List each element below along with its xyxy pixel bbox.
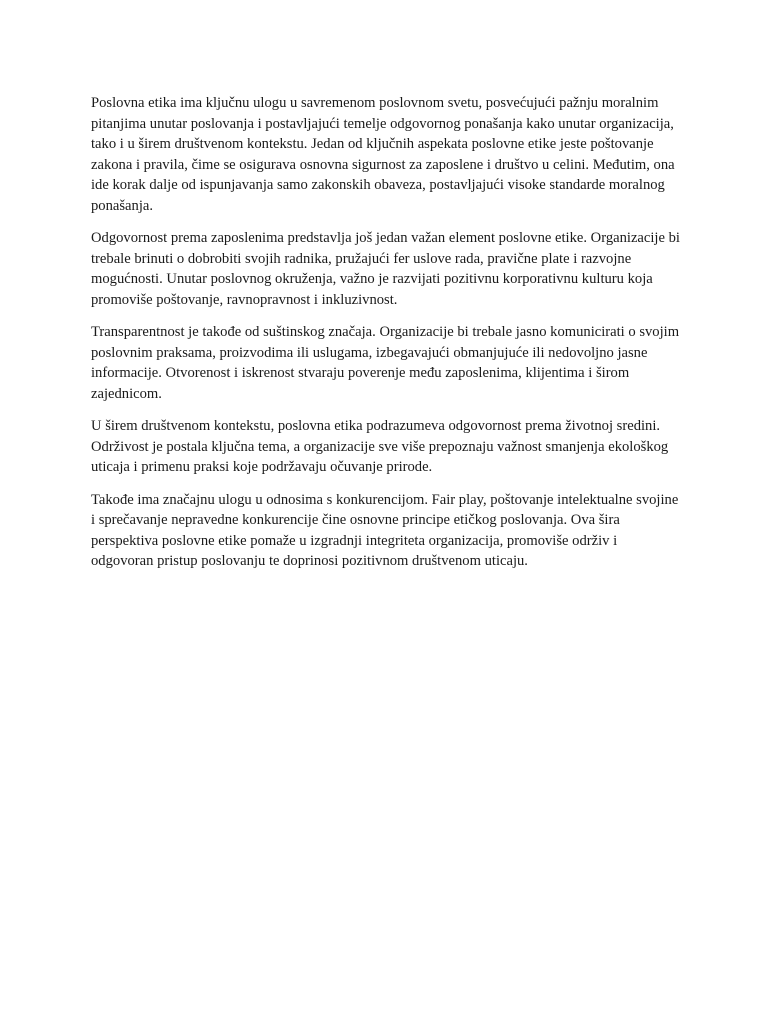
paragraph-5: Takođe ima značajnu ulogu u odnosima s konkurencijom. Fair play, poštovanje intelektualne svojine i sprečavanje nepravedne konkurencije čine osnovne principe etičkog poslovanja. Ova šira perspektiva poslovne etike pomaže u izgradnji integriteta organizacija, promoviše održiv i odgovoran pristup poslovanju te doprinosi pozitivnom društvenom uticaju. bbox=[91, 491, 679, 569]
paragraph-1: Poslovna etika ima ključnu ulogu u savremenom poslovnom svetu, posvećujući pažnju moralnim pitanjima unutar poslovanja i postavljajući temelje odgovornog ponašanja kako unutar organizacija, tako i u širem društvenom kontekstu. Jedan od ključnih aspekata poslovne etike jeste poštovanje zakona i pravila, čime se osigurava osnovna sigurnost za zaposlene i društvo u celini. Međutim, ona ide korak dalje od ispunjavanja samo zakonskih obaveza, postavljajući visoke standarde moralnog ponašanja. bbox=[91, 95, 675, 214]
paragraph-3: Transparentnost je takođe od suštinskog značaja. Organizacije bi trebale jasno komunicirati o svojim poslovnim praksama, proizvodima ili uslugama, izbegavajući obmanjujuće ili nedovoljno jasne informacije. Otvorenost i iskrenost stvaraju poverenje među zaposlenima, klijentima i širom zajednicom. bbox=[91, 324, 680, 402]
paragraph-4: U širem društvenom kontekstu, poslovna etika podrazumeva odgovornost prema životnoj sredini. Održivost je postala ključna tema, a organizacije sve više prepoznaju važnost smanjenja ekološkog uticaja i primenu praksi koje podržavaju očuvanje prirode. bbox=[91, 418, 669, 475]
paragraph-2: Odgovornost prema zaposlenima predstavlja još jedan važan element poslovne etike. Organizacije bi trebale brinuti o dobrobiti svojih radnika, pružajući fer uslove rada, pravične plate i razvojne mogućnosti. Unutar poslovnog okruženja, važno je razvijati pozitivnu korporativnu kulturu koja promoviše poštovanje, ravnopravnost i inkluzivnost. bbox=[91, 230, 680, 308]
document-body bbox=[91, 93, 683, 584]
